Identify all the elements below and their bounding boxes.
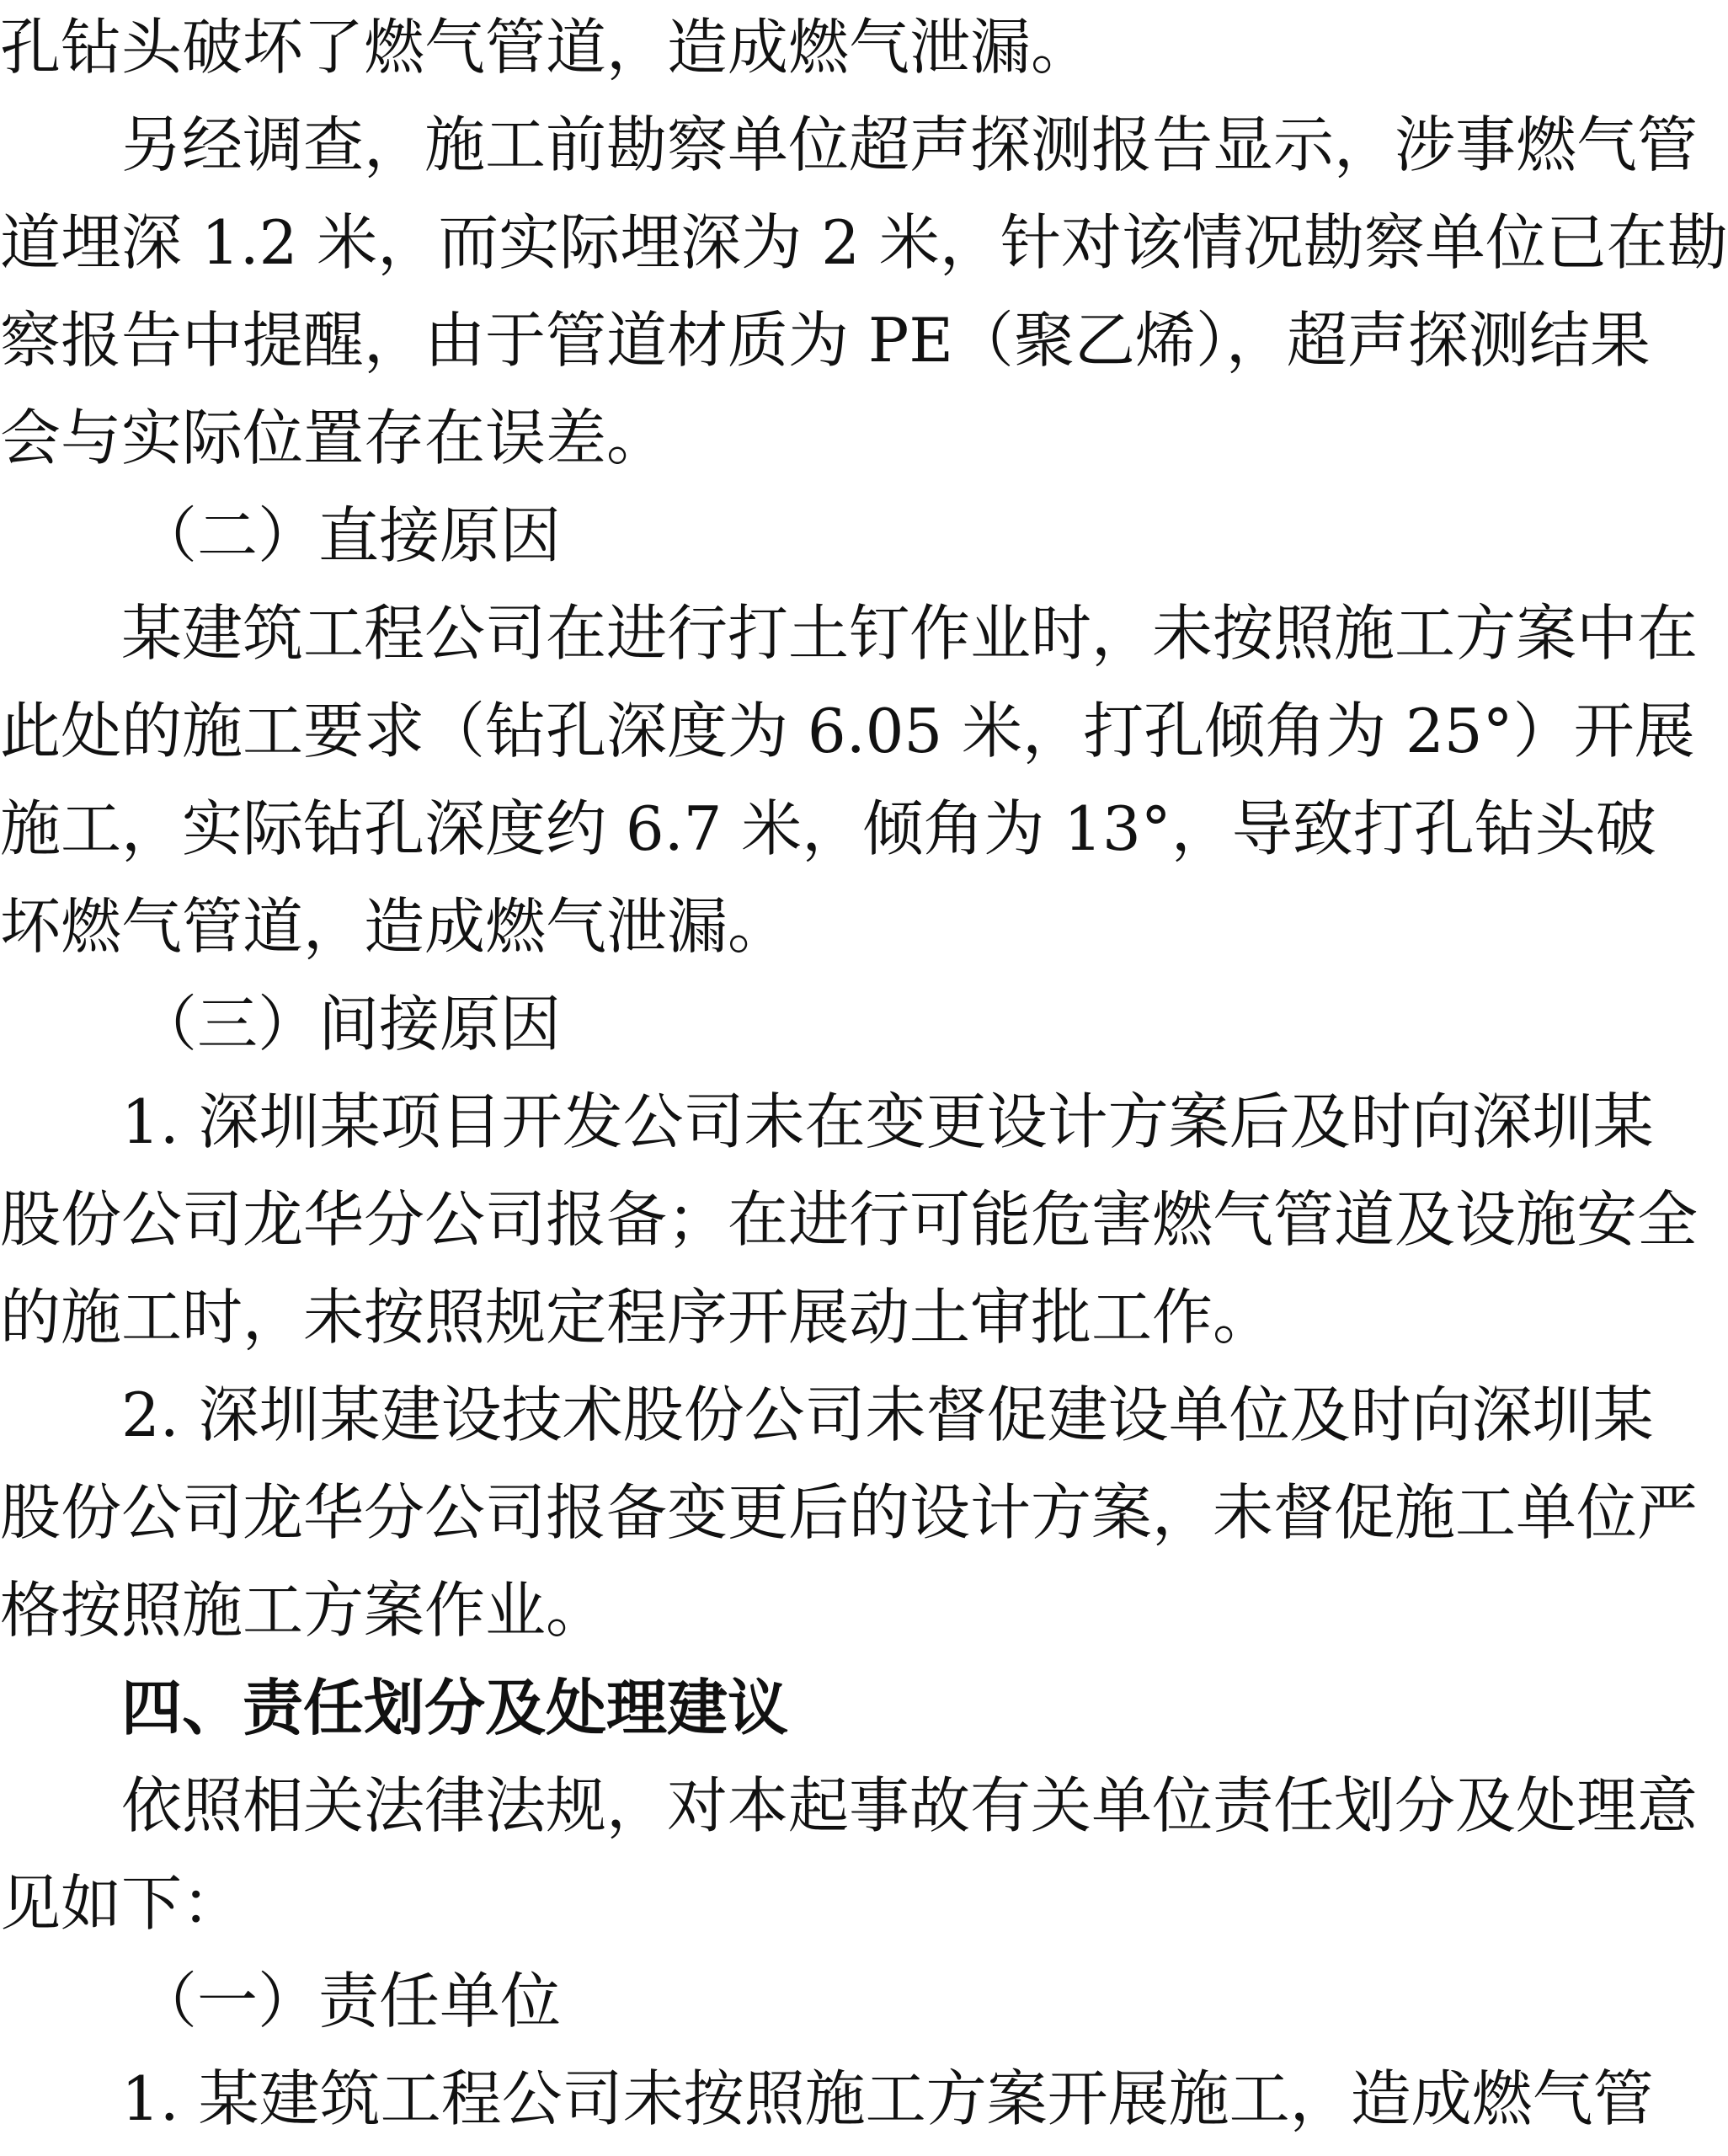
section-heading-responsibility: 四、责任划分及处理建议 [121, 1673, 789, 1743]
paragraph-indirect-cause-1-line: 1. 深圳某项目开发公司未在变更设计方案后及时向深圳某 [121, 1086, 1654, 1157]
subheading-direct-cause: （二）直接原因 [136, 500, 562, 571]
paragraph-continuation-line: 孔钻头破坏了燃气管道，造成燃气泄漏。 [0, 12, 1092, 83]
paragraph-section-4-line: 见如下： [0, 1868, 243, 1939]
paragraph-indirect-cause-2-line: 股份公司龙华分公司报备变更后的设计方案，未督促施工单位严 [0, 1477, 1699, 1548]
paragraph-direct-cause-line: 坏燃气管道，造成燃气泄漏。 [0, 891, 789, 962]
paragraph-direct-cause-line: 施工，实际钻孔深度约 6.7 米，倾角为 13°，导致打孔钻头破 [0, 793, 1656, 864]
paragraph-direct-cause-line: 此处的施工要求（钻孔深度为 6.05 米，打孔倾角为 25°）开展 [0, 696, 1695, 766]
paragraph-survey-line: 会与实际位置存在误差。 [0, 403, 668, 473]
paragraph-survey-line: 另经调查，施工前勘察单位超声探测报告显示，涉事燃气管 [121, 109, 1699, 180]
paragraph-indirect-cause-1-line: 的施工时，未按照规定程序开展动土审批工作。 [0, 1282, 1274, 1353]
paragraph-indirect-cause-2-line: 格按照施工方案作业。 [0, 1575, 607, 1646]
paragraph-section-4-line: 依照相关法律法规，对本起事故有关单位责任划分及处理意 [121, 1770, 1699, 1841]
subheading-indirect-cause: （三）间接原因 [136, 989, 562, 1059]
paragraph-responsible-unit-1-line: 1. 某建筑工程公司未按照施工方案开展施工，造成燃气管 [121, 2063, 1654, 2134]
paragraph-direct-cause-line: 某建筑工程公司在进行打土钉作业时，未按照施工方案中在 [121, 598, 1699, 669]
paragraph-survey-line: 道埋深 1.2 米，而实际埋深为 2 米，针对该情况勘察单位已在勘 [0, 207, 1728, 278]
paragraph-indirect-cause-2-line: 2. 深圳某建设技术股份公司未督促建设单位及时向深圳某 [121, 1380, 1654, 1450]
paragraph-indirect-cause-1-line: 股份公司龙华分公司报备；在进行可能危害燃气管道及设施安全 [0, 1184, 1699, 1255]
subheading-responsible-units: （一）责任单位 [136, 1966, 562, 2036]
paragraph-survey-line: 察报告中提醒，由于管道材质为 PE（聚乙烯），超声探测结果 [0, 305, 1651, 376]
